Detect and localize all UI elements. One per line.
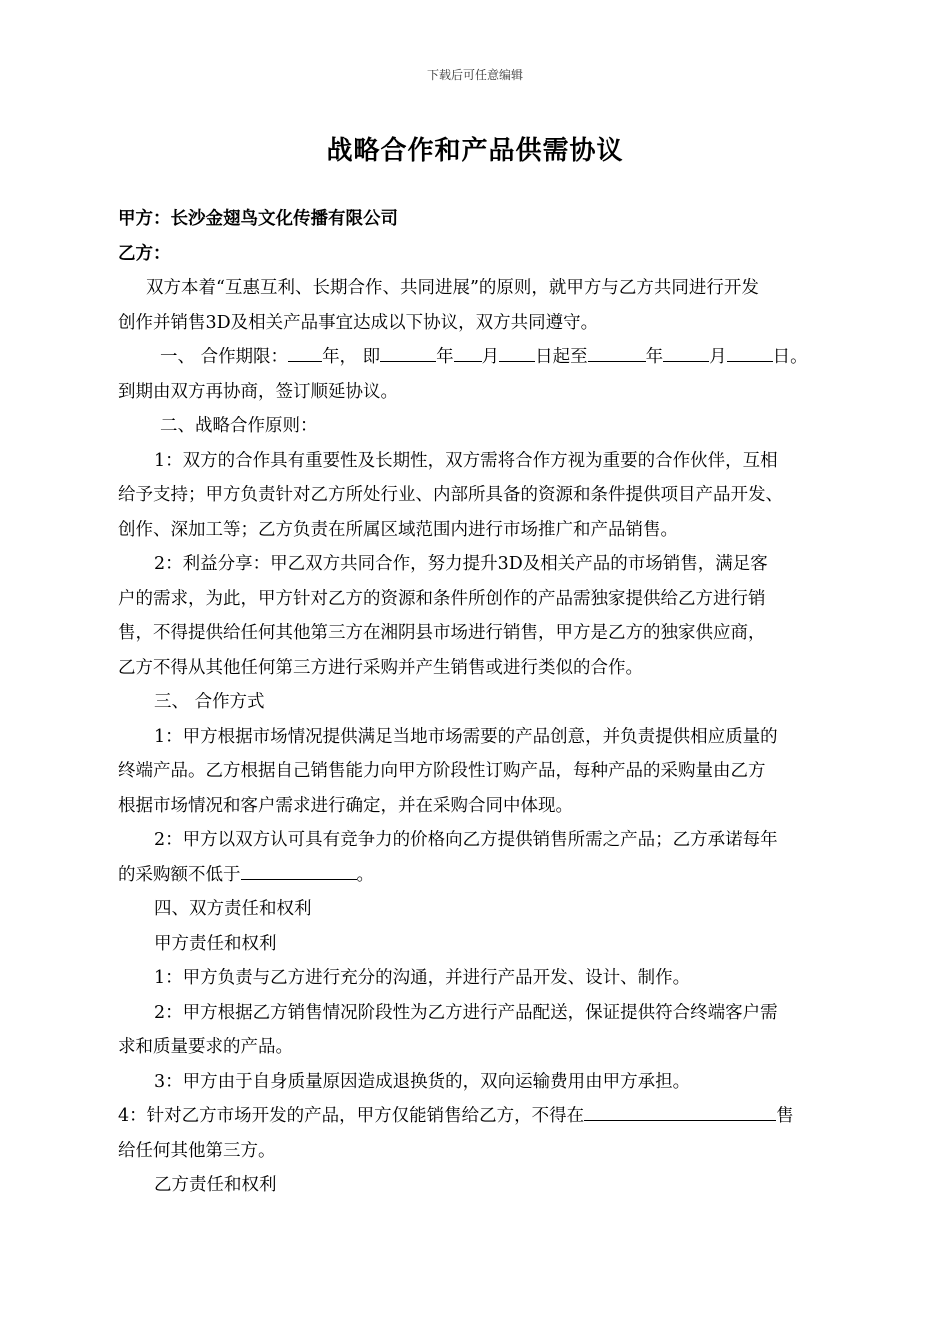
paragraph-line: 2：甲方根据乙方销售情况阶段性为乙方进行产品配送，保证提供符合终端客户需 bbox=[154, 1002, 778, 1023]
paragraph-line: 2：利益分享：甲乙双方共同合作，努力提升3D及相关产品的市场销售，满足客 bbox=[154, 554, 768, 574]
paragraph-line: 乙方不得从其他任何第三方进行采购并产生销售或进行类似的合作。 bbox=[118, 657, 643, 678]
blank-field bbox=[454, 341, 482, 362]
paragraph-line: 求和质量要求的产品。 bbox=[118, 1037, 293, 1057]
page-title: 战略合作和产品供需协议 bbox=[326, 136, 624, 166]
document-body bbox=[118, 202, 846, 1203]
header-note: 下载后可任意编辑 bbox=[426, 68, 523, 82]
blank-field bbox=[380, 341, 436, 362]
paragraph-line: 给任何其他第三方。 bbox=[118, 1140, 276, 1161]
paragraph-line bbox=[118, 858, 846, 893]
paragraph-line: 1：甲方根据市场情况提供满足当地市场需要的产品创意，并负责提供相应质量的 bbox=[154, 726, 778, 747]
paragraph-text: 。 bbox=[356, 864, 374, 885]
subsection-title: 乙方责任和权利 bbox=[154, 1175, 277, 1195]
term-label: 一、 合作期限： bbox=[160, 347, 289, 367]
paragraph-line bbox=[118, 1099, 846, 1134]
paragraph-line: 2：甲方以双方认可具有竞争力的价格向乙方提供销售所需之产品；乙方承诺每年 bbox=[154, 830, 778, 850]
paragraph-line: 售，不得提供给任何其他第三方在湘阴县市场进行销售，甲方是乙方的独家供应商， bbox=[118, 623, 766, 643]
paragraph-text: 的采购额不低于 bbox=[118, 864, 241, 885]
paragraph-line: 1：双方的合作具有重要性及长期性，双方需将合作方视为重要的合作伙伴，互相 bbox=[154, 450, 778, 471]
section-title: 四、双方责任和权利 bbox=[154, 899, 312, 919]
paragraph-line: 创作、深加工等；乙方负责在所属区域范围内进行市场推广和产品销售。 bbox=[118, 519, 678, 540]
term-text: 年 bbox=[436, 347, 454, 367]
party-a: 甲方：长沙金翅鸟文化传播有限公司 bbox=[118, 209, 398, 229]
blank-field bbox=[727, 341, 773, 362]
intro-line: 创作并销售3D及相关产品事宜达成以下协议，双方共同遵守。 bbox=[118, 312, 599, 333]
blank-field bbox=[588, 341, 646, 362]
term-line-2: 到期由双方再协商，签订顺延协议。 bbox=[118, 381, 398, 402]
paragraph-line: 根据市场情况和客户需求进行确定，并在采购合同中体现。 bbox=[118, 795, 573, 816]
term-text: 月 bbox=[481, 347, 500, 367]
term-line bbox=[118, 340, 846, 375]
subsection-title: 甲方责任和权利 bbox=[154, 933, 277, 954]
blank-field bbox=[663, 341, 709, 362]
paragraph-line: 终端产品。乙方根据自己销售能力向甲方阶段性订购产品，每种产品的采购量由乙方 bbox=[118, 761, 766, 781]
term-text: 日起至 bbox=[535, 347, 588, 367]
blank-field bbox=[288, 341, 322, 362]
party-b: 乙方： bbox=[118, 243, 171, 264]
paragraph-text: 4：针对乙方市场开发的产品，甲方仅能销售给乙方，不得在 bbox=[118, 1106, 585, 1126]
section-title: 三、 合作方式 bbox=[154, 692, 265, 712]
term-text: 日。 bbox=[772, 347, 808, 367]
blank-field bbox=[241, 859, 357, 880]
section-title: 二、战略合作原则： bbox=[160, 416, 318, 436]
blank-field bbox=[584, 1100, 776, 1121]
paragraph-line: 1：甲方负责与乙方进行充分的沟通，并进行产品开发、设计、制作。 bbox=[154, 968, 691, 988]
blank-field bbox=[499, 341, 535, 362]
paragraph-line: 3：甲方由于自身质量原因造成退换货的，双向运输费用由甲方承担。 bbox=[154, 1071, 691, 1092]
term-text: 年 bbox=[645, 347, 664, 367]
paragraph-text: 售 bbox=[776, 1106, 794, 1126]
term-text: 月 bbox=[709, 347, 727, 367]
intro-line: 双方本着“互惠互利、长期合作、共同进展”的原则，就甲方与乙方共同进行开发 bbox=[146, 278, 759, 298]
paragraph-line: 给予支持；甲方负责针对乙方所处行业、内部所具备的资源和条件提供项目产品开发、 bbox=[118, 485, 783, 505]
term-text: 年， 即 bbox=[322, 347, 381, 367]
paragraph-line: 户的需求，为此，甲方针对乙方的资源和条件所创作的产品需独家提供给乙方进行销 bbox=[118, 588, 766, 609]
